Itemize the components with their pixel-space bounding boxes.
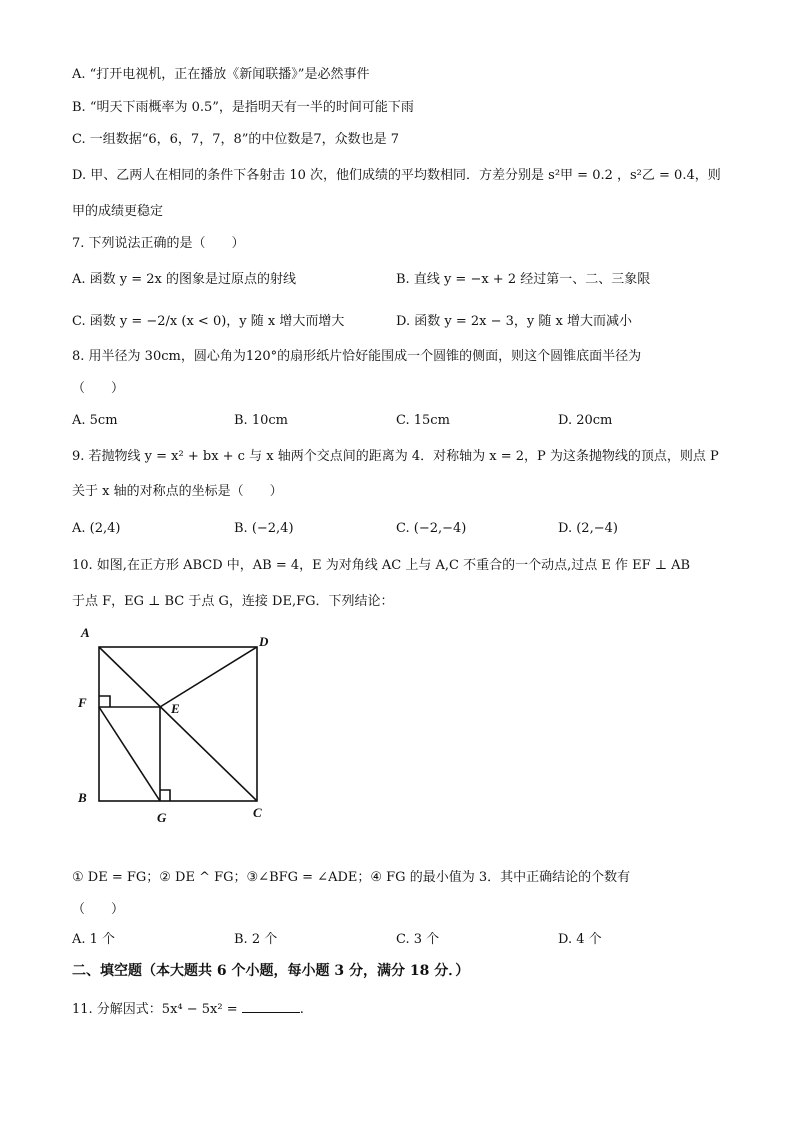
q9-stem-line2: 关于 x 轴的对称点的坐标是（ ） xyxy=(72,484,283,499)
q7-option-b: B. 直线 y = −x + 2 经过第一、二、三象限 xyxy=(396,272,651,287)
q11-line xyxy=(72,1000,304,1019)
q9-option-d: D. (2,−4) xyxy=(558,521,618,536)
q9-option-a: A. (2,4) xyxy=(72,521,121,536)
q10-option-b: B. 2 个 xyxy=(234,932,278,947)
segment-de xyxy=(160,647,257,707)
q6-option-a: A. “打开电视机，正在播放《新闻联播》”是必然事件 xyxy=(72,67,370,82)
label-f: F xyxy=(78,695,87,710)
q8-option-a: A. 5cm xyxy=(72,413,118,428)
q6-option-b: B. “明天下雨概率为 0.5”，是指明天有一半的时间可能下雨 xyxy=(72,100,414,115)
label-d: D xyxy=(259,634,269,649)
label-g: G xyxy=(157,810,167,825)
right-angle-mark-g xyxy=(160,790,170,801)
square-figure xyxy=(70,620,290,830)
q10-conclusions: ① DE = FG；② DE ^ FG；③∠BFG = ∠ADE；④ FG 的最小值为 3．其中正确结论的个数有 xyxy=(72,870,631,885)
q9-stem-line1: 9. 若抛物线 y = x² + bx + c 与 x 轴两个交点间的距离为 4．对称轴为 x = 2，P 为这条抛物线的顶点，则点 P xyxy=(72,449,719,464)
q11-answer-blank[interactable] xyxy=(242,1000,300,1013)
q8-option-b: B. 10cm xyxy=(234,413,288,428)
q11-stem: 11. 分解因式：5x⁴ − 5x² = xyxy=(72,1002,238,1017)
q10-option-a: A. 1 个 xyxy=(72,932,116,947)
q9-option-c: C. (−2,−4) xyxy=(396,521,467,536)
label-e: E xyxy=(171,701,180,716)
q11-end: . xyxy=(299,1002,304,1017)
q10-option-d: D. 4 个 xyxy=(558,932,602,947)
q6-option-d-line2: 甲的成绩更稳定 xyxy=(72,204,164,219)
right-angle-mark-f xyxy=(99,696,110,707)
q8-option-d: D. 20cm xyxy=(558,413,613,428)
q7-option-c: C. 函数 y = −2/x (x < 0)，y 随 x 增大而增大 xyxy=(72,314,345,329)
q7-option-a: A. 函数 y = 2x 的图象是过原点的射线 xyxy=(72,272,297,287)
q8-paren: （ ） xyxy=(72,381,125,396)
q8-option-c: C. 15cm xyxy=(396,413,450,428)
q10-paren: （ ） xyxy=(72,902,125,917)
q7-stem: 7. 下列说法正确的是（ ） xyxy=(72,236,245,251)
q10-option-c: C. 3 个 xyxy=(396,932,440,947)
label-c: C xyxy=(253,805,262,820)
q6-option-c: C. 一组数据“6，6，7，7，8”的中位数是7，众数也是 7 xyxy=(72,132,400,147)
q7-option-d: D. 函数 y = 2x − 3，y 随 x 增大而减小 xyxy=(396,314,632,329)
label-b: B xyxy=(78,790,87,805)
q10-stem-line2: 于点 F，EG ⊥ BC 于点 G，连接 DE,FG．下列结论： xyxy=(72,594,394,609)
q10-stem-line1: 10. 如图,在正方形 ABCD 中，AB = 4，E 为对角线 AC 上与 A,C 不重合的一个动点,过点 E 作 EF ⊥ AB xyxy=(72,558,691,573)
segment-fg xyxy=(99,707,160,801)
q6-option-d-line1: D. 甲、乙两人在相同的条件下各射击 10 次，他们成绩的平均数相同．方差分别是 s²甲 = 0.2 ，s²乙 = 0.4，则 xyxy=(72,168,721,183)
section-heading-fill-in: 二、填空题（本大题共 6 个小题，每小题 3 分，满分 18 分．） xyxy=(72,963,470,979)
label-a: A xyxy=(81,625,90,640)
diagonal-ac xyxy=(99,647,257,801)
q9-option-b: B. (−2,4) xyxy=(234,521,294,536)
q8-stem: 8. 用半径为 30cm，圆心角为120°的扇形纸片恰好能围成一个圆锥的侧面，则这个圆锥底面半径为 xyxy=(72,349,642,364)
